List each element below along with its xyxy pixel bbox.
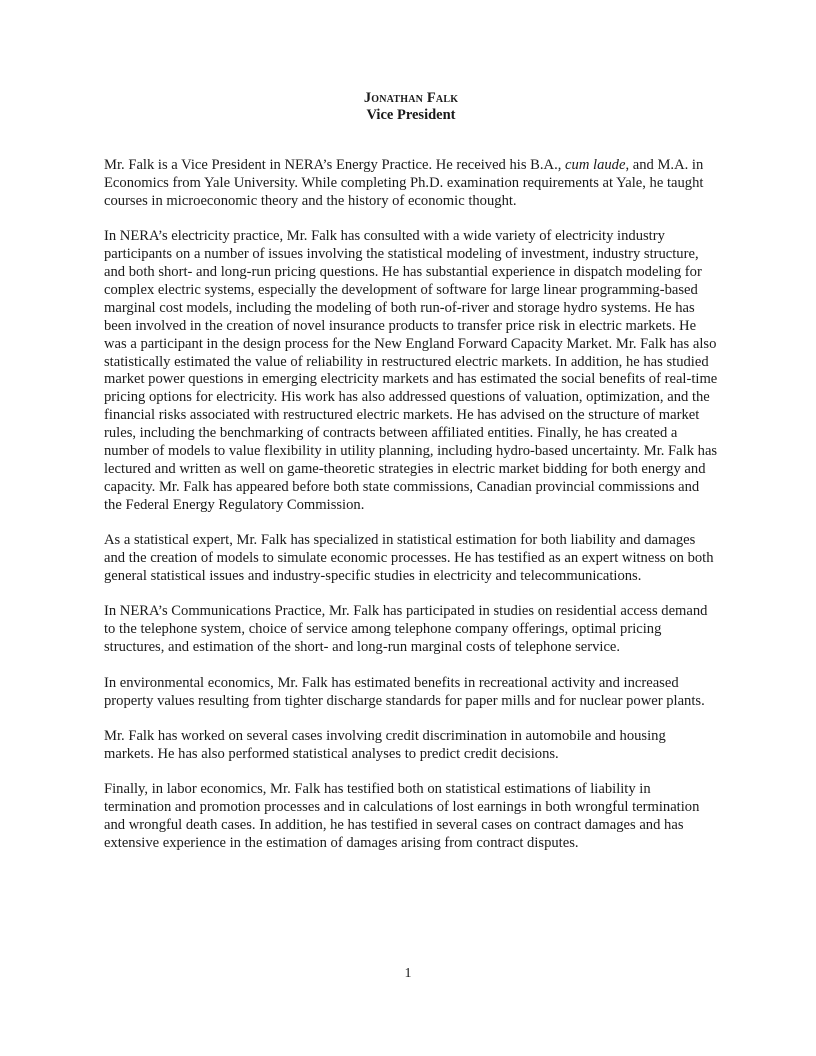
document-header: [104, 90, 718, 124]
paragraph-communications-practice: In NERA’s Communications Practice, Mr. Falk has participated in studies on residential access demand to the telephone system, choice of service among telephone company offerings, optimal pricing structures, and estimation of the short- and long-run marginal costs of telephone service.: [104, 603, 708, 656]
person-name: Jonathan Falk: [363, 90, 459, 106]
paragraph-education-text-1: Mr. Falk is a Vice President in NERA’s Energy Practice. He received his B.A.,: [104, 157, 566, 173]
paragraph-electricity-practice: In NERA’s electricity practice, Mr. Falk has consulted with a wide variety of electricity industry participants on a number of issues involving the statistical modeling of investment, industry structure, and both short- and long-run pricing questions. He has substantial experience in dispatch modeling for complex electric systems, especially the development of software for large linear programming-based marginal cost models, including the modeling of both run-of-river and storage hydro systems. He has been involved in the creation of novel insurance products to transfer price risk in electric markets. He was a participant in the design process for the New England Forward Capacity Market. Mr. Falk has also statistically estimated the value of reliability in restructured electric markets. In addition, he has studied market power questions in emerging electricity markets and has estimated the social benefits of real-time pricing options for electricity. His work has also addressed questions of valuation, optimization, and the financial risks associated with restructured electric markets. He has advised on the structure of market rules, including the benchmarking of contracts between affiliated entities. Finally, he has created a number of models to value flexibility in utility planning, including hydro-based uncertainty. Mr. Falk has lectured and written as well on game-theoretic strategies in electric market bidding for both energy and capacity. Mr. Falk has appeared before both state commissions, Canadian provincial commissions and the Federal Energy Regulatory Commission.: [104, 228, 718, 513]
paragraph-education: [104, 157, 718, 211]
paragraph-education-text-2: , and M.A. in Economics from Yale University. While completing Ph.D. examination requirements at Yale, he taught courses in microeconomic theory and the history of economic thought.: [104, 157, 704, 209]
paragraph-labor-economics: Finally, in labor economics, Mr. Falk has testified both on statistical estimations of liability in termination and promotion processes and in calculations of lost earnings in both wrongful termination and wrongful death cases. In addition, he has testified in several cases on contract damages and has extensive experience in the estimation of damages arising from contract disputes.: [104, 781, 700, 851]
paragraph-statistical-expert: As a statistical expert, Mr. Falk has specialized in statistical estimation for both liability and damages and the creation of models to simulate economic processes. He has testified as an expert witness on both general statistical issues and industry-specific studies in electricity and telecommunications.: [104, 532, 714, 585]
paragraph-credit-discrimination: Mr. Falk has worked on several cases involving credit discrimination in automobile and housing markets. He has also performed statistical analyses to predict credit decisions.: [104, 727, 666, 762]
paragraph-education-italic: cum laude: [565, 157, 626, 173]
document-body: [104, 90, 718, 870]
person-title: Vice President: [366, 107, 456, 123]
paragraph-environmental-economics: In environmental economics, Mr. Falk has estimated benefits in recreational activity and increased property values resulting from tighter discharge standards for paper mills and for nuclear power plants.: [104, 674, 705, 709]
page-number: 1: [404, 966, 412, 981]
